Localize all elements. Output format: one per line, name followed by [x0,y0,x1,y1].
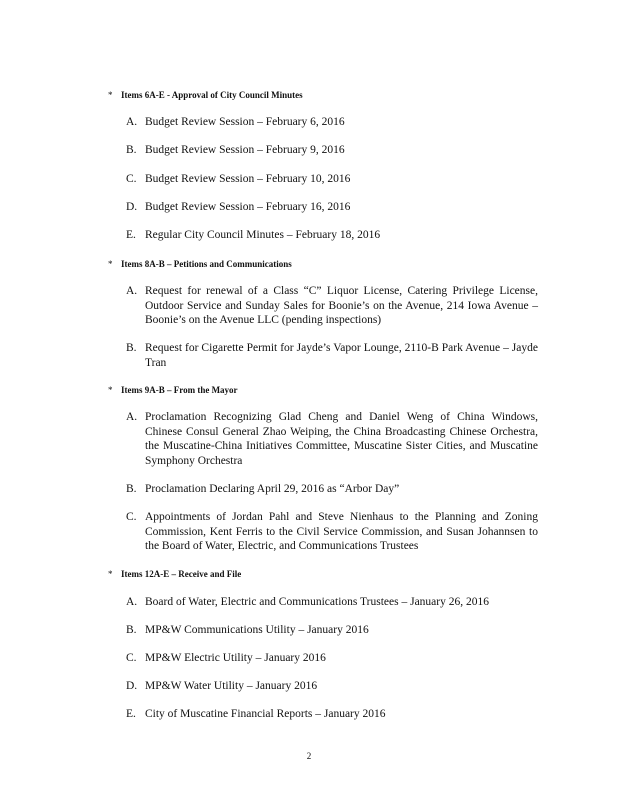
section-title: Items 9A-B – From the Mayor [121,385,238,395]
section-header [108,385,238,395]
item-text: Proclamation Recognizing Glad Cheng and Daniel Weng of China Windows, Chinese Consul General Zhao Weiping, the China Broadcasting Chinese Orchestra, the Muscatine-China Initiatives Committee, Muscatine Sister Cities, and Muscatine Symphony Orchestra [145,411,538,467]
list-item [126,623,538,638]
list-item [126,284,538,328]
list-item [126,228,538,243]
item-letter: B. [126,483,137,495]
item-letter: C. [126,511,137,523]
item-letter: B. [126,342,137,354]
list-item [126,482,538,497]
item-letter: C. [126,652,137,664]
list-item [126,410,538,468]
section-title: Items 12A-E – Receive and File [121,569,242,579]
item-letter: A. [126,285,138,297]
item-text: Board of Water, Electric and Communications Trustees – January 26, 2016 [145,596,489,608]
item-letter: B. [126,624,137,636]
list-item [126,143,538,158]
item-letter: B. [126,144,137,156]
item-text: Regular City Council Minutes – February 18, 2016 [145,229,381,241]
item-text: Budget Review Session – February 16, 2016 [145,201,351,213]
page-number: 2 [306,751,312,761]
bullet: * [108,569,113,579]
item-text: Request for renewal of a Class “C” Liquor License, Catering Privilege License, Outdoor Service and Sunday Sales for Boonie’s on the Avenue, 214 Iowa Avenue – Boonie’s on the Avenue LLC (pending inspections) [145,285,538,326]
item-letter: C. [126,173,137,185]
item-text: Proclamation Declaring April 29, 2016 as “Arbor Day” [145,483,400,495]
item-letter: D. [126,680,138,692]
item-text: Budget Review Session – February 6, 2016 [145,116,345,128]
section-header [108,259,292,269]
item-text: MP&W Communications Utility – January 2016 [145,624,369,636]
list-item [126,200,538,215]
item-letter: E. [126,708,136,720]
item-letter: D. [126,201,138,213]
item-text: MP&W Water Utility – January 2016 [145,680,318,692]
item-letter: A. [126,116,138,128]
item-text: Request for Cigarette Permit for Jayde’s Vapor Lounge, 2110-B Park Avenue – Jayde Tran [145,342,538,369]
bullet: * [108,90,113,100]
list-item [126,341,538,370]
list-item [126,651,538,666]
item-letter: E. [126,229,136,241]
section-title: Items 6A-E - Approval of City Council Minutes [121,90,303,100]
item-letter: A. [126,411,138,423]
list-item [126,510,538,554]
bullet: * [108,259,113,269]
list-item [126,115,538,130]
list-item [126,595,538,610]
item-text: Budget Review Session – February 10, 2016 [145,173,351,185]
item-letter: A. [126,596,138,608]
section-title: Items 8A-B – Petitions and Communications [121,259,292,269]
item-text: Appointments of Jordan Pahl and Steve Nienhaus to the Planning and Zoning Commission, Kent Ferris to the Civil Service Commission, and Susan Johannsen to the Board of Water, Electric, and Communications Trustees [145,511,538,552]
section-header [108,90,303,100]
item-text: MP&W Electric Utility – January 2016 [145,652,326,664]
bullet: * [108,385,113,395]
list-item [126,707,538,722]
list-item [126,679,538,694]
list-item [126,172,538,187]
section-header [108,569,241,579]
item-text: City of Muscatine Financial Reports – January 2016 [145,708,386,720]
item-text: Budget Review Session – February 9, 2016 [145,144,345,156]
